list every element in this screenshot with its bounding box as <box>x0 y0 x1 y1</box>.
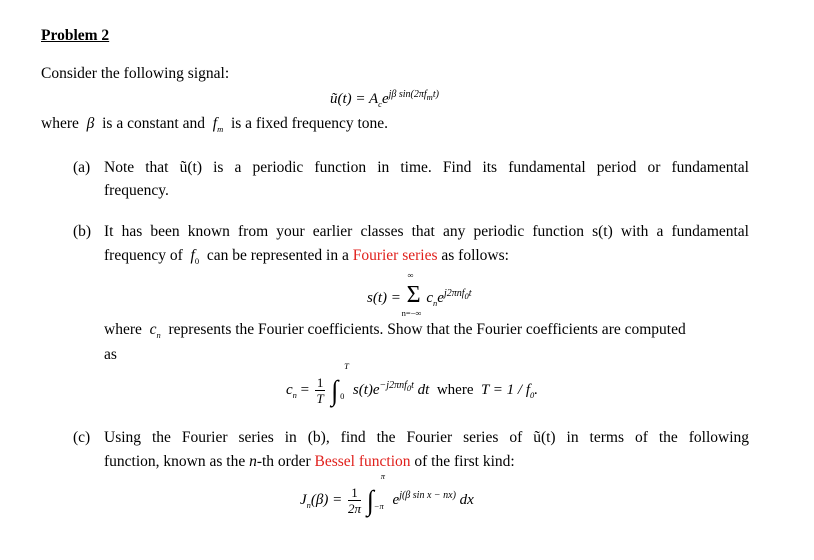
part-b-line3 <box>104 321 749 340</box>
fm-symbol: f <box>212 115 218 132</box>
signal-sub: c <box>378 99 382 109</box>
coef-int-upper: T <box>344 361 349 371</box>
series-lower: n=−∞ <box>401 308 422 318</box>
bessel-function-link[interactable]: Bessel function <box>314 453 411 470</box>
signal-exp-sub: m <box>426 92 433 102</box>
coef-body: s(t)e <box>352 382 380 398</box>
coef-exp-sub: 0 <box>406 383 412 393</box>
bessel-den: 2π <box>348 501 362 517</box>
signal-lhs: ũ(t) = A <box>330 91 379 107</box>
part-c-line2-pre: function, known as the <box>104 453 246 470</box>
coef-num: 1 <box>316 375 324 391</box>
coef-T-end: . <box>534 382 539 398</box>
where-constant-text: is a constant and <box>102 115 205 132</box>
coef-exp: −j2πnf <box>379 380 407 391</box>
series-exp: j2πnf <box>443 288 465 299</box>
coef-equation <box>286 361 539 407</box>
coef-exp-tail: t <box>411 380 414 391</box>
series-upper: ∞ <box>407 270 414 280</box>
bessel-int-upper: π <box>380 471 386 481</box>
bessel-arg: (β) = <box>310 492 343 508</box>
sigma-symbol: Σ <box>406 282 421 308</box>
part-b-line1: It has been known from your earlier classes that any periodic function s(t) with a fundamental <box>104 223 749 240</box>
part-b-line2 <box>104 247 509 266</box>
series-term-sub: n <box>433 298 438 308</box>
part-b-line3-post: represents the Fourier coefficients. Show that the Fourier coefficients are computed <box>168 321 686 338</box>
where-word: where <box>41 115 79 132</box>
bessel-dx: dx <box>459 492 474 508</box>
coef-fraction <box>315 375 326 406</box>
bessel-num: 1 <box>348 485 361 501</box>
cn-sub: n <box>156 330 161 341</box>
f0-sub: 0 <box>194 256 200 267</box>
part-b-line3-pre: where <box>104 321 142 338</box>
bessel-integral-symbol: ∫ <box>366 484 374 516</box>
signal-equation <box>330 89 439 109</box>
bessel-fraction <box>348 485 361 516</box>
coef-int-lower: 0 <box>340 391 345 401</box>
nth-symbol: n <box>249 453 257 470</box>
part-a-label: (a) <box>73 159 91 176</box>
part-b-line2-pre: frequency of <box>104 247 183 264</box>
coef-lhs: c <box>286 382 293 398</box>
coef-T-def: T = 1 / f <box>480 382 531 398</box>
part-a-line2: frequency. <box>104 182 169 199</box>
problem-title: Problem 2 <box>41 27 110 44</box>
part-b-line4: as <box>104 346 117 363</box>
fm-sub: m <box>217 124 224 135</box>
series-lhs: s(t) = <box>367 290 401 306</box>
part-a-line1: Note that ũ(t) is a periodic function in time. Find its fundamental period or fundamental <box>104 159 749 176</box>
bessel-lhs-sub: n <box>306 500 311 510</box>
series-equation <box>367 270 472 318</box>
where-tone-text: is a fixed frequency tone. <box>230 115 389 132</box>
series-base: e <box>437 290 444 306</box>
coef-T-sub: 0 <box>530 390 535 400</box>
f0-symbol: f <box>190 247 195 264</box>
part-c-line2 <box>104 453 515 471</box>
coef-den: T <box>316 391 324 407</box>
cn-symbol: c <box>149 321 157 338</box>
part-c-line2-post: of the first kind: <box>414 453 515 470</box>
fourier-series-link[interactable]: Fourier series <box>352 247 438 264</box>
signal-base: e <box>381 91 389 107</box>
part-b-label: (b) <box>73 223 92 240</box>
part-c-line2-mid: -th order <box>256 453 311 470</box>
part-c-line1: Using the Fourier series in (b), find the Fourier series of ũ(t) in terms of the following <box>104 429 749 446</box>
series-exp-tail: t <box>468 288 472 299</box>
bessel-base: e <box>392 492 400 508</box>
signal-exp: jβ sin(2πf <box>388 89 427 100</box>
bessel-lhs: J <box>300 492 307 508</box>
bessel-exp: j(β sin x − nx) <box>399 490 456 501</box>
coef-dt: dt <box>417 382 430 398</box>
coef-lhs-sub: n <box>292 390 297 400</box>
series-term: c <box>426 290 434 306</box>
bessel-int-lower: −π <box>373 501 384 511</box>
signal-exp-tail: t) <box>432 89 439 100</box>
where-line <box>41 115 388 134</box>
series-exp-sub: 0 <box>464 291 469 301</box>
part-b-line2-post: as follows: <box>441 247 509 264</box>
part-c-label: (c) <box>73 429 91 446</box>
coef-equals: = <box>300 382 310 398</box>
intro-text: Consider the following signal: <box>41 65 230 82</box>
beta-symbol: β <box>86 115 95 132</box>
part-b-line2-mid: can be represented in a <box>206 247 349 264</box>
bessel-equation <box>300 471 474 517</box>
integral-symbol: ∫ <box>331 374 339 406</box>
coef-where: where <box>436 382 474 398</box>
